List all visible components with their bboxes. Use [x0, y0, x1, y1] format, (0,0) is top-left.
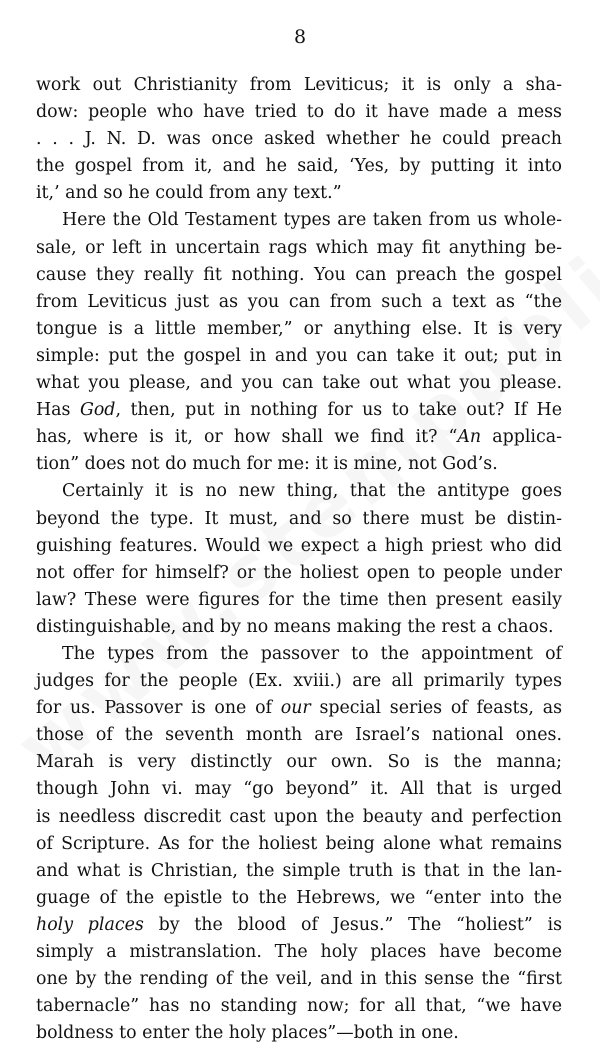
text-segment: those of the seventh month are Israel’s national ones. — [36, 725, 562, 746]
italic-text: holy places — [36, 914, 144, 935]
text-line — [36, 668, 562, 695]
italic-text: An — [457, 427, 482, 448]
text-segment: tongue is a little member,” or anything else. It is very — [36, 318, 562, 339]
body-text — [36, 72, 562, 1047]
text-line — [36, 939, 562, 966]
text-segment: has, where is it, or how shall we find it? “ — [36, 427, 458, 448]
text-line — [36, 72, 562, 99]
text-segment: Here the Old Testament types are taken from us whole- — [62, 210, 562, 231]
text-line — [36, 126, 562, 153]
text-line — [36, 478, 562, 505]
text-segment: by the blood of Jesus.” The “holiest” is — [143, 914, 562, 935]
text-segment: simply a mistranslation. The holy places have become — [36, 942, 562, 962]
text-segment: it,’ and so he could from any text.” — [36, 183, 342, 204]
text-line — [36, 776, 562, 803]
text-segment: tion” does not do much for me: it is mine, not God’s. — [36, 454, 498, 475]
text-segment: of Scripture. As for the holiest being alone what remains — [36, 833, 562, 854]
text-segment: Marah is very distinctly our own. So is the manna; — [36, 752, 562, 773]
text-segment: . . . J. N. D. was once asked whether he could preach — [36, 129, 562, 150]
text-line — [36, 424, 562, 451]
text-line — [36, 560, 562, 587]
text-line — [36, 1020, 562, 1047]
text-line — [36, 695, 562, 722]
text-segment: sale, or left in uncertain rags which may fit anything be- — [36, 237, 562, 258]
text-segment: simple: put the gospel in and you can take it out; put in — [36, 345, 562, 366]
text-line — [36, 533, 562, 560]
page-number: 8 — [293, 26, 307, 48]
text-line — [36, 885, 562, 912]
text-line — [36, 451, 562, 478]
text-segment: dow: people who have tried to do it have made a mess — [36, 102, 562, 123]
text-line — [36, 316, 562, 343]
text-segment: though John vi. may “go beyond” it. All that is urged — [36, 779, 562, 800]
text-segment: the gospel from it, and he said, ‘Yes, by putting it into — [36, 156, 562, 177]
text-segment: is needless discredit cast upon the beauty and perfection — [36, 806, 562, 827]
text-segment: not offer for himself? or the holiest open to people under — [36, 562, 562, 583]
text-line — [36, 506, 562, 533]
text-segment: law? These were figures for the time then present easily — [36, 589, 562, 610]
text-line — [36, 289, 562, 316]
text-segment: guishing features. Would we expect a high priest who did — [36, 535, 562, 556]
text-line — [36, 180, 562, 207]
text-line — [36, 858, 562, 885]
text-segment: what you please, and you can take out what you please. — [36, 373, 562, 394]
text-line — [36, 614, 562, 641]
text-segment: Has — [36, 400, 80, 421]
text-line — [36, 99, 562, 126]
text-segment: one by the rending of the veil, and in this sense the “first — [36, 969, 562, 990]
text-line — [36, 641, 562, 668]
text-line — [36, 912, 562, 939]
text-segment: for us. Passover is one of — [36, 698, 281, 719]
text-segment: distinguishable, and by no means making the rest a chaos. — [36, 616, 554, 637]
text-line — [36, 966, 562, 993]
text-segment: boldness to enter the holy places”—both in one. — [36, 1023, 459, 1044]
italic-text: our — [280, 698, 311, 719]
text-line — [36, 153, 562, 180]
text-line — [36, 343, 562, 370]
text-segment: cause they really fit nothing. You can preach the gospel — [36, 264, 562, 285]
text-line — [36, 262, 562, 289]
text-line — [36, 749, 562, 776]
text-line — [36, 831, 562, 858]
text-line — [36, 804, 562, 831]
text-segment: special series of feasts, as — [310, 698, 562, 719]
text-segment: The types from the passover to the appointment of — [62, 643, 562, 664]
text-line — [36, 993, 562, 1020]
text-segment: and what is Christian, the simple truth is that in the lan- — [36, 860, 562, 881]
text-line — [36, 587, 562, 614]
italic-text: God — [79, 400, 116, 421]
text-segment: tabernacle” has no standing now; for all that, “we have — [36, 996, 562, 1017]
text-segment: applica- — [481, 427, 562, 448]
text-segment: from Leviticus just as you can from such a text as “the — [36, 291, 562, 312]
text-segment: guage of the epistle to the Hebrews, we “enter into the — [36, 887, 562, 908]
text-line — [36, 370, 562, 397]
text-line — [36, 722, 562, 749]
text-line — [36, 397, 562, 424]
text-segment: work out Christianity from Leviticus; it is only a sha- — [36, 75, 562, 95]
text-line — [36, 235, 562, 262]
text-segment: beyond the type. It must, and so there must be distin- — [36, 508, 562, 529]
text-segment: judges for the people (Ex. xviii.) are all primarily types — [36, 671, 562, 692]
text-segment: Certainly it is no new thing, that the antitype goes — [62, 481, 562, 502]
text-segment: , then, put in nothing for us to take out? If He — [115, 400, 562, 421]
text-line — [36, 207, 562, 234]
